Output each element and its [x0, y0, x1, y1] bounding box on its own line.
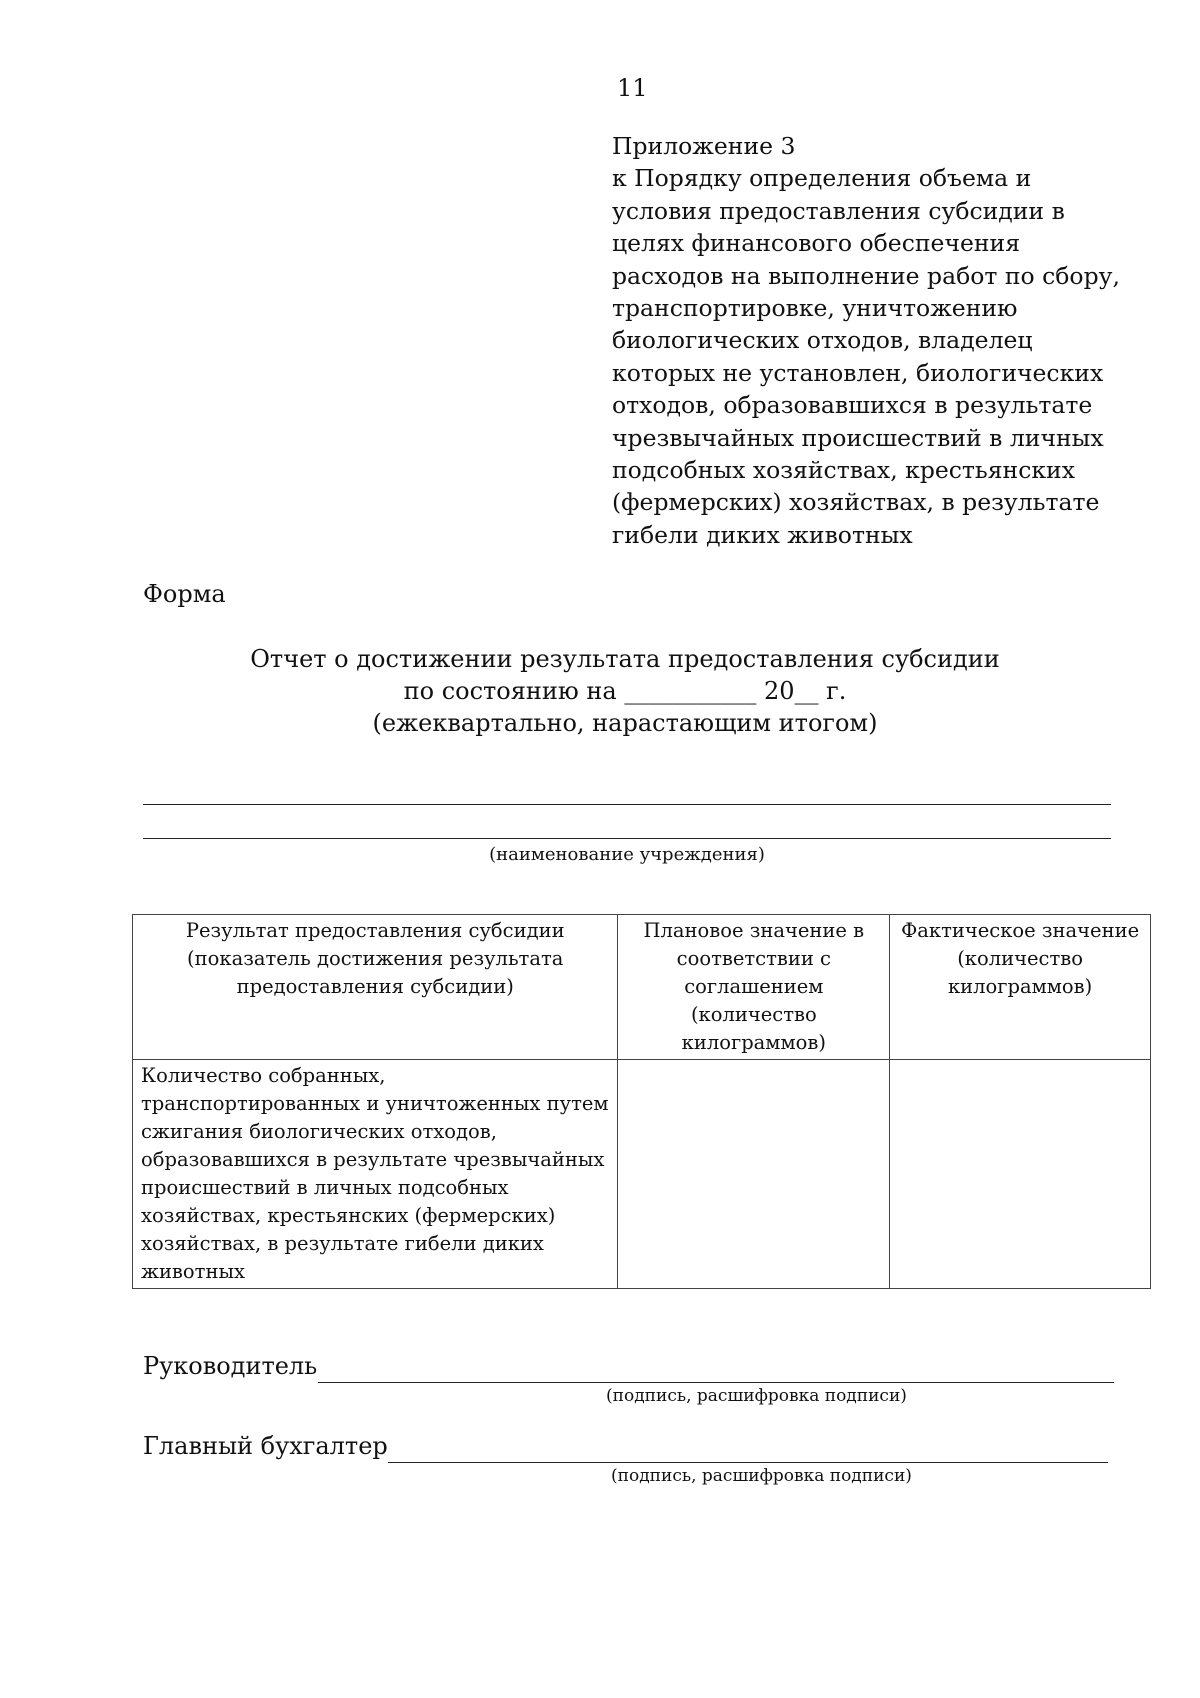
appendix-line: чрезвычайных происшествий в личных [612, 423, 1104, 452]
appendix-line: транспортировке, уничтожению [612, 294, 1018, 323]
appendix-line: биологических отходов, владелец [612, 326, 1033, 355]
appendix-line: целях финансового обеспечения [612, 229, 1021, 258]
report-date-line: по состоянию на ___________ 20__ г. [403, 677, 847, 705]
appendix-line: Приложение 3 [612, 132, 796, 160]
table-row [133, 1060, 1151, 1289]
accountant-signature-caption: (подпись, расшифровка подписи) [611, 1466, 912, 1486]
report-table [132, 914, 1151, 1289]
appendix-line: гибели диких животных [612, 520, 913, 549]
appendix-line: условия предоставления субсидии в [612, 196, 1065, 225]
appendix-line: отходов, образовавшихся в результате [612, 391, 1093, 420]
form-label: Форма [143, 580, 226, 608]
planned-value-cell[interactable] [618, 1060, 890, 1289]
table-header-row [133, 915, 1151, 1060]
header-actual-value: Фактическое значение (количество килограммов) [890, 915, 1151, 1060]
actual-value-cell[interactable] [890, 1060, 1151, 1289]
institution-name-line-2[interactable] [143, 838, 1111, 839]
accountant-signature-line[interactable] [388, 1462, 1108, 1463]
appendix-line: (фермерских) хозяйствах, в результате [612, 488, 1100, 517]
page-number: 11 [617, 74, 648, 102]
institution-caption: (наименование учреждения) [489, 844, 765, 865]
appendix-line: расходов на выполнение работ по сбору, [612, 261, 1120, 290]
accountant-label: Главный бухгалтер [143, 1432, 388, 1460]
report-title [150, 643, 1100, 739]
result-cell: Количество собранных, транспортированных и уничтоженных путем сжигания биологических отходов, образовавшихся в результате чрезвычайных происшествий в личных подсобных хозяйствах, крестьянских (фермерских) хозяйствах, в результате гибели диких животных [133, 1060, 618, 1289]
appendix-line: к Порядку определения объема и [612, 164, 1032, 193]
appendix-line: которых не установлен, биологических [612, 358, 1104, 387]
report-period-note: (ежеквартально, нарастающим итогом) [372, 709, 878, 737]
header-result: Результат предоставления субсидии (показатель достижения результата предоставления субсидии) [133, 915, 618, 1060]
institution-name-line-1[interactable] [143, 804, 1111, 805]
head-signature-line[interactable] [318, 1382, 1114, 1383]
appendix-line: подсобных хозяйствах, крестьянских [612, 456, 1075, 485]
head-label: Руководитель [143, 1352, 318, 1380]
appendix-header [612, 130, 1132, 551]
header-planned-value: Плановое значение в соответствии с соглашением (количество килограммов) [618, 915, 890, 1060]
report-title-line: Отчет о достижении результата предоставления субсидии [250, 645, 1000, 673]
head-signature-caption: (подпись, расшифровка подписи) [606, 1386, 907, 1406]
